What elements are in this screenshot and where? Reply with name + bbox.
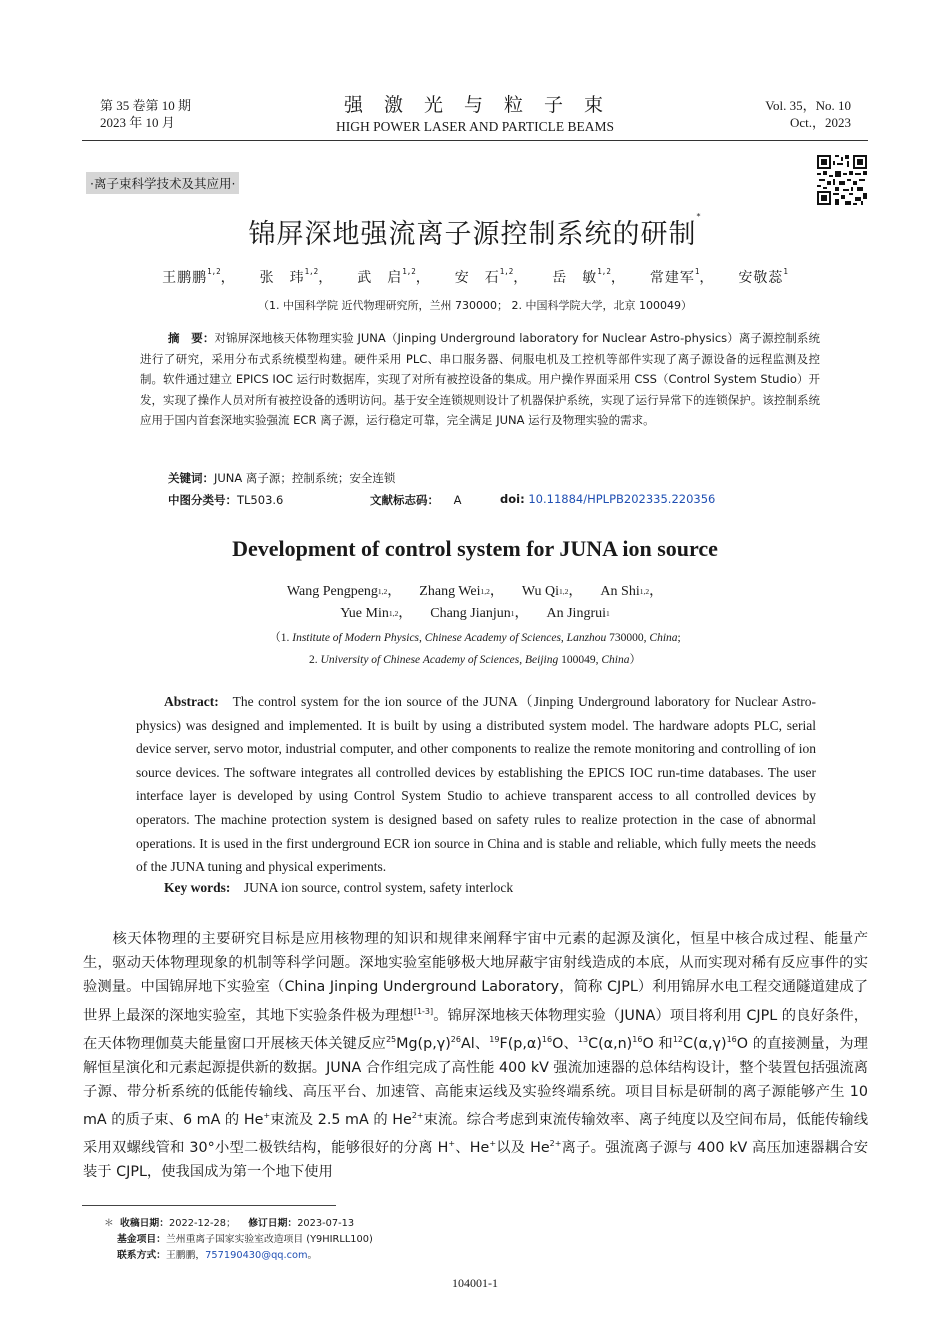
abstract-cn xyxy=(140,328,820,431)
footnote-fund: 基金项目：兰州重离子国家实验室改造项目 (Y9HIRLL100) xyxy=(117,1234,373,1245)
keywords-en-label: Key words: xyxy=(164,880,231,895)
abstract-en-label: Abstract: xyxy=(164,694,219,709)
affiliation-en xyxy=(0,627,950,671)
keywords-cn-label: 关键词： xyxy=(168,471,214,485)
paper-title-en: Development of control system for JUNA ion source xyxy=(232,536,718,561)
section-tag: ·离子束科学技术及其应用· xyxy=(86,172,239,194)
email-link[interactable]: 757190430@qq.com xyxy=(205,1250,308,1261)
footnote-dates: ＊ 收稿日期：2022-12-28； 修订日期：2023-07-13 xyxy=(104,1218,355,1229)
header-divider xyxy=(82,140,868,141)
footnotes xyxy=(104,1216,373,1264)
date-en: Oct.，2023 xyxy=(789,115,851,130)
author-en: Wang Pengpeng$^{1,2}$， xyxy=(286,584,402,599)
journal-title-en: HIGH POWER LASER AND PARTICLE BEAMS xyxy=(335,119,615,134)
footnote-contact: 联系方式：王鹏鹏，757190430@qq.com。 xyxy=(117,1250,318,1261)
doc-code-field: 文献标志码： A xyxy=(370,493,462,507)
author-list-cn xyxy=(0,267,950,287)
keywords-en-text: JUNA ion source, control system, safety interlock xyxy=(243,880,514,895)
abstract-en-text: The control system for the ion source of the JUNA（Jinping Underground laboratory for Nuclear Astro-physics) was designed and implemented. It is built by using a distributed system model. The hardware adopts PLC, serial device server, servo motor, industrial computer, and other components to realize the remote monitoring and controlling of ion source devices. The software integrates all controlled devices by establishing the EPICS IOC run-time databases. The user interface layer is developed by using Control System Studio to achieve transparent access to all controlled devices by operators. The machine protection system is designed based on safety rules to realize protection in the case of abnormal operations. It is used in the first underground ECR ion source in China and is stable and reliable, which fully meets the needs of the JUNA tuning and physical experiments. xyxy=(136,694,816,875)
author-cn: 王鹏鹏$^{1,2}$， xyxy=(162,267,236,286)
doi-link[interactable]: 10.11884/HPLPB202335.220356 xyxy=(528,492,716,506)
author-list-en xyxy=(0,581,950,625)
keywords-cn-text: JUNA 离子源；控制系统；安全连锁 xyxy=(214,471,396,485)
keywords-cn xyxy=(168,470,395,486)
abstract-en xyxy=(136,690,816,879)
author-cn: 张 玮$^{1,2}$， xyxy=(259,267,334,286)
doi-field: doi: 10.11884/HPLPB202335.220356 xyxy=(500,492,716,506)
affiliation-en-2: 2. University of Chinese Academy of Sciences, Beijing 100049, China） xyxy=(309,654,641,666)
affiliation-en-1: （1. Institute of Modern Physics, Chinese Academy of Sciences, Lanzhou 730000, China; xyxy=(269,632,681,644)
author-en: Chang Jianjun$^1$， xyxy=(430,606,529,621)
abstract-cn-label: 摘 要： xyxy=(168,331,215,345)
journal-title-cn: 强激光与粒子束 xyxy=(343,94,624,116)
header-right xyxy=(765,97,851,131)
paper-title-cn-text: 锦屏深地强流离子源控制系统的研制 xyxy=(248,219,697,250)
classification-row xyxy=(168,492,818,508)
keywords-en xyxy=(164,880,513,896)
paper-title-cn xyxy=(0,212,950,251)
title-footnote-mark: * xyxy=(696,212,702,221)
author-en: Wu Qi$^{1,2}$， xyxy=(521,584,583,599)
affiliation-cn: （1. 中国科学院 近代物理研究所，兰州 730000； 2. 中国科学院大学，北京 100049） xyxy=(258,299,692,312)
body-paragraph: 核天体物理的主要研究目标是应用核物理的知识和规律来阐释宇宙中元素的起源及演化，恒星中核合成过程、能量产生，驱动天体物理现象的机制等科学问题。深地实验室能够极大地屏蔽宇宙射线造成的本底，从而实现对稀有反应事件的实验测量。中国锦屏地下实验室（China Jinping Underground Laboratory，简称 CJPL）利用锦屏水电工程交通隧道建成了世界上最深的深地实验室，其地下实验条件极为理想[1-3]。锦屏深地核天体物理实验（JUNA）项目将利用 CJPL 的良好条件，在天体物理伽莫夫能量窗口开展核天体关键反应$^{25}Mg(p,\gamma)^{26}Al$、$^{19}F(p,\alpha)^{16}O$、$^{13}C(\alpha,n)^{16}O$ 和$^{12}C(\alpha,\gamma)^{16}O$ 的直接测量，为理解恒星演化和元素起源提供新的数据。JUNA 合作组完成了高性能 400 kV 强流加速器的总体结构设计，整个装置包括强流离子源、带分析系统的低能传输线、高压平台、加速管、高能束运线及实验终端系统。项目目标是研制的离子源能够产生 10 mA 的质子束、6 mA 的 He+束流及 2.5 mA 的 $He^{2+}$束流。综合考虑到束流传输效率、离子纯度以及空间布局，低能传输线采用双螺线管和 30°小型二极铁结构，能够很好的分离 H+、He+以及 $He^{2+}$离子。强流离子源与 400 kV 高压加速器耦合安装于 CJPL，使我国成为第一个地下使用 xyxy=(83,931,869,1180)
author-en: Zhang Wei$^{1,2}$， xyxy=(419,584,504,599)
author-cn: 安敬蕊$^1$ xyxy=(738,267,788,286)
author-en: An Jingrui$^1$ xyxy=(546,606,610,621)
author-cn: 安 石$^{1,2}$， xyxy=(454,267,529,286)
clc-field: 中图分类号：TL503.6 xyxy=(168,493,284,507)
footnote-divider xyxy=(82,1205,336,1206)
page-number: 104001-1 xyxy=(452,1276,498,1290)
author-en: Yue Min$^{1,2}$， xyxy=(340,606,413,621)
author-cn: 岳 敏$^{1,2}$， xyxy=(552,267,626,286)
volume-en: Vol. 35，No. 10 xyxy=(765,98,851,113)
volume-cn: 第 35 卷第 10 期 xyxy=(100,98,192,113)
author-cn: 武 启$^{1,2}$， xyxy=(357,267,431,286)
author-en: An Shi$^{1,2}$， xyxy=(600,584,664,599)
citation[interactable]: [1-3] xyxy=(413,1006,434,1016)
date-cn: 2023 年 10 月 xyxy=(100,115,175,130)
author-cn: 常建军$^1$， xyxy=(649,267,715,286)
abstract-cn-text: 对锦屏深地核天体物理实验 JUNA（Jinping Underground laboratory for Nuclear Astro-physics）离子源控制系统进行了研究，采用分布式系统模型构建。硬件采用 PLC、串口服务器、伺服电机及工控机等部件实现了离子源设备的远程监测及控制。软件通过建立 EPICS IOC 运行时数据库，实现了对所有被控设备的集成。用户操作界面采用 CSS（Control System Studio）开发，实现了操作人员对所有被控设备的透明访问。基于安全连锁规则设计了机器保护系统，实现了运行异常下的连锁保护。该控制系统应用于国内首套深地实验强流 ECR 离子源，运行稳定可靠，完全满足 JUNA 运行及物理实验的需求。 xyxy=(140,331,821,427)
qr-code-icon xyxy=(817,155,867,205)
